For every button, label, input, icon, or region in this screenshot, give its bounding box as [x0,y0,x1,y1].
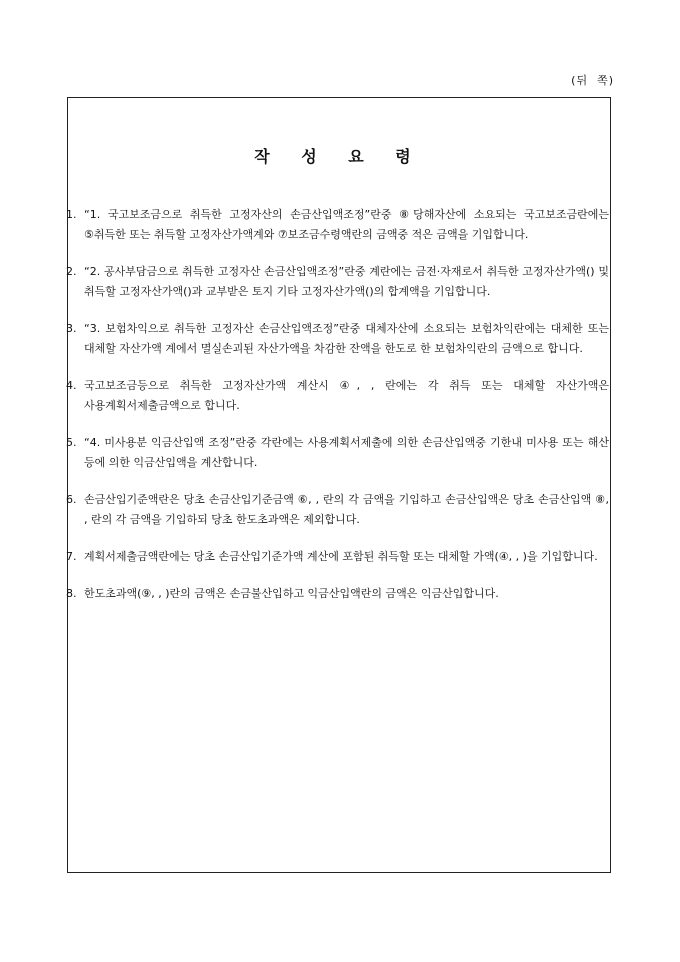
page-title: 작 성 요 령 [254,147,424,166]
instruction-item-1 [67,205,611,245]
item-text: 국고보조금등으로 취득한 고정자산가액 계산시 ④, , 란에는 각 취득 또는 대체할 자산가액은 사용계획서제출금액으로 합니다. [84,379,609,412]
instruction-item-8 [67,584,611,604]
item-number: 4. [66,379,77,392]
item-text: “3. 보험차익으로 취득한 고정자산 손금산입액조정”란중 대체자산에 소요되는 보험차익란에는 대체한 또는 대체할 자산가액 계에서 멸실손괴된 자산가액을 차감한 잔액을 한도로 한 보험차익란의 금액으로 합니다. [84,322,609,355]
item-text: 계획서제출금액란에는 당초 손금산입기준가액 계산에 포함된 취득할 또는 대체할 가액(④, , )을 기입합니다. [84,550,598,563]
item-number: 8. [66,587,77,600]
instruction-list [67,205,611,621]
item-number: 5. [66,436,77,449]
instruction-item-7 [67,547,611,567]
instruction-item-5 [67,433,611,473]
instruction-item-6 [67,490,611,530]
item-number: 1. [66,208,77,221]
instruction-item-3 [67,319,611,359]
item-text: “4. 미사용분 익금산입액 조정”란중 각란에는 사용계획서제출에 의한 손금산입액중 기한내 미사용 또는 해산 등에 의한 익금산입액을 계산합니다. [84,436,609,469]
item-text: “1. 국고보조금으로 취득한 고정자산의 손금산입액조정”란중 ⑧당해자산에 소요되는 국고보조금란에는 ⑤취득한 또는 취득할 고정자산가액계와 ⑦보조금수령액란의 금액중 적은 금액을 기입합니다. [84,208,609,241]
instruction-item-4 [67,376,611,416]
instruction-item-2 [67,262,611,302]
page-side-label: (뒤 쪽) [571,74,614,87]
item-number: 2. [66,265,77,278]
item-text: 손금산입기준액란은 당초 손금산입기준금액 ⑥, , 란의 각 금액을 기입하고 손금산입액은 당초 손금산입액 ⑧, , 란의 각 금액을 기입하되 당초 한도초과액은 제외합니다. [84,493,609,526]
item-number: 6. [66,493,77,506]
item-text: “2. 공사부담금으로 취득한 고정자산 손금산입액조정”란중 계란에는 금전·자재로서 취득한 고정자산가액() 및 취득할 고정자산가액()과 교부받은 토지 기타 고정자산가액()의 합계액을 기입합니다. [84,265,609,298]
item-text: 한도초과액(⑨, , )란의 금액은 손금불산입하고 익금산입액란의 금액은 익금산입합니다. [84,587,499,600]
item-number: 7. [66,550,77,563]
item-number: 3. [66,322,77,335]
